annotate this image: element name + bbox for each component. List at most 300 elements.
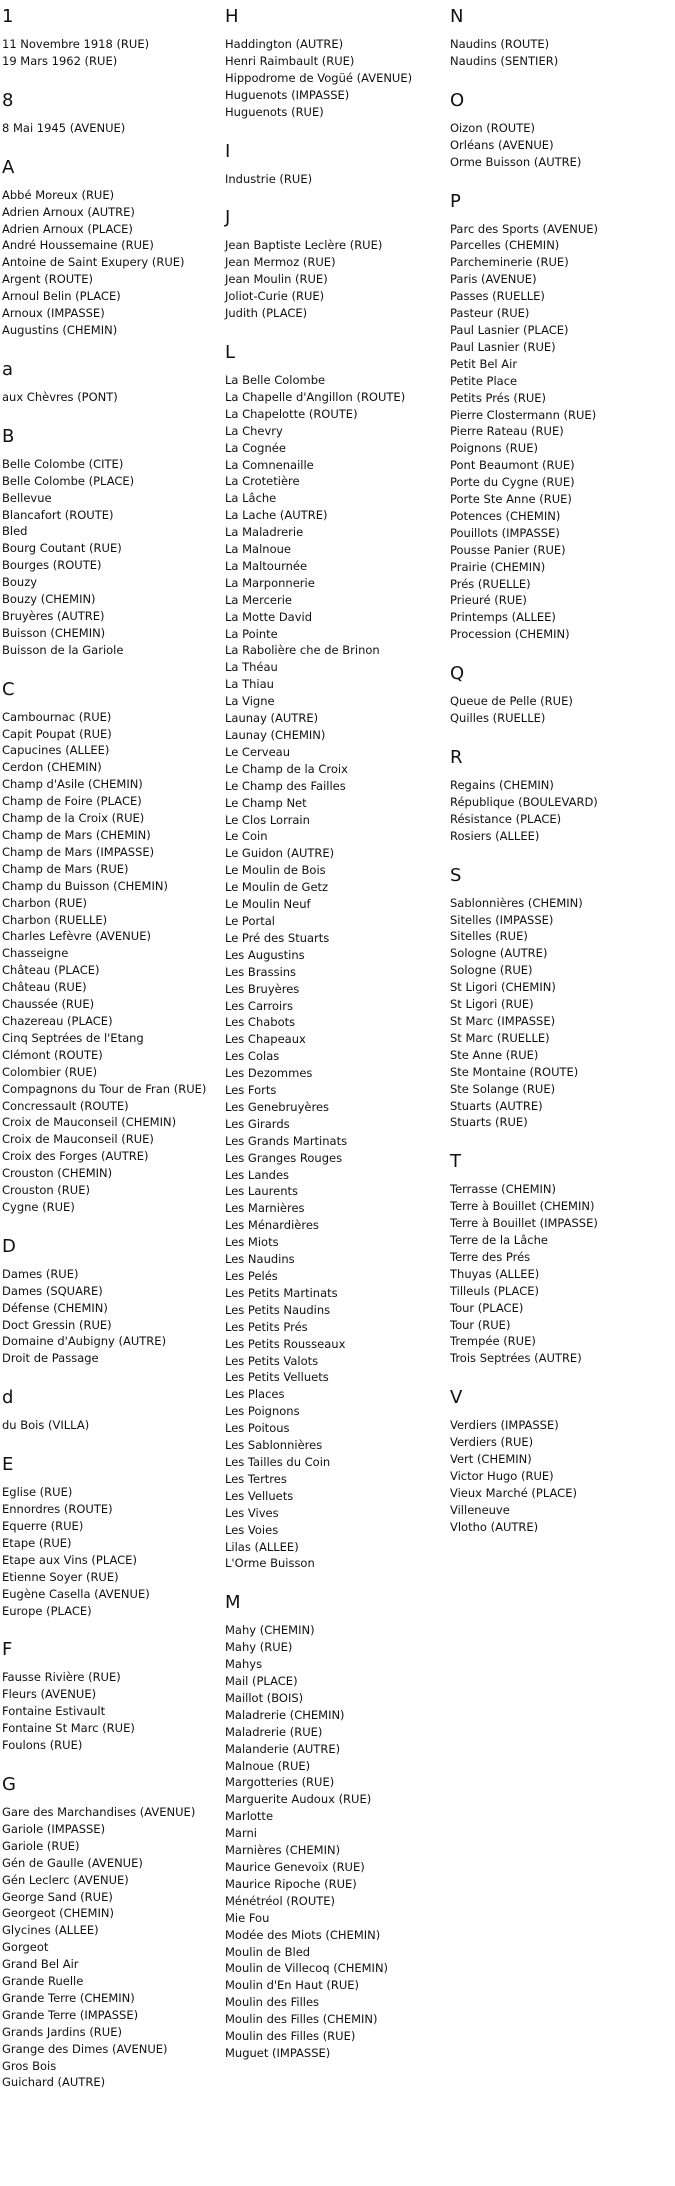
street-list [450, 895, 670, 1132]
street-entry: Champ de Mars (CHEMIN) [2, 828, 151, 842]
letter-section [2, 1387, 222, 1434]
street-entry: Cambournac (RUE) [2, 709, 112, 724]
street-entry: Argent (ROUTE) [2, 272, 93, 287]
street-entry: Les Forts [225, 1083, 277, 1098]
street-entry: La Pointe [225, 626, 278, 641]
street-entry: La Maltournée [225, 558, 308, 573]
street-entry: Le Moulin Neuf [225, 897, 311, 912]
section-letter-heading: 8 [2, 89, 14, 111]
street-entry: Les Poitous [225, 1421, 290, 1436]
street-entry: Bled [2, 524, 28, 539]
street-entry: Procession (CHEMIN) [450, 627, 570, 642]
street-list [2, 1484, 222, 1619]
section-letter-heading: G [2, 1773, 16, 1795]
letter-section [225, 342, 445, 1572]
street-entry: Victor Hugo (RUE) [450, 1469, 554, 1483]
street-list [2, 1417, 222, 1434]
street-entry: Les Naudins [225, 1252, 295, 1267]
street-list [2, 456, 222, 659]
street-entry: Petit Bel Air [450, 356, 518, 371]
street-entry: Huguenots (IMPASSE) [225, 87, 350, 102]
street-entry: Grange des Dimes (AVENUE) [2, 2041, 168, 2056]
street-list [2, 187, 222, 339]
letter-section [225, 141, 445, 188]
street-list [450, 36, 670, 70]
street-entry: Les Grands Martinats [225, 1133, 348, 1148]
street-entry: Bouzy [2, 575, 38, 590]
street-entry: Gariole (RUE) [2, 1838, 80, 1853]
letter-section [2, 157, 222, 339]
street-entry: Marni [225, 1826, 257, 1841]
section-letter-heading: I [225, 140, 231, 162]
letter-section [450, 663, 670, 727]
street-entry: Concressault (ROUTE) [2, 1098, 129, 1113]
street-entry: Arnoux (IMPASSE) [2, 306, 105, 321]
street-entry: Chaussée (RUE) [2, 997, 95, 1012]
letter-section [2, 1236, 222, 1367]
street-entry: Fontaine Estivault [2, 1704, 106, 1719]
street-entry: Huguenots (RUE) [225, 104, 324, 119]
street-entry: Georgeot (CHEMIN) [2, 1906, 114, 1921]
letter-section [225, 207, 445, 322]
street-entry: Charbon (RUELLE) [2, 912, 108, 927]
street-entry: Vlotho (AUTRE) [450, 1519, 539, 1534]
section-letter-heading: L [225, 341, 236, 363]
street-entry: Mail (PLACE) [225, 1674, 298, 1689]
street-entry: Potences (CHEMIN) [450, 508, 561, 523]
street-entry: Croix de Mauconseil (RUE) [2, 1132, 154, 1147]
letter-section [2, 426, 222, 659]
street-entry: Les Carroirs [225, 998, 293, 1013]
street-entry: Les Brassins [225, 964, 297, 979]
street-entry: Thuyas (ALLEE) [450, 1266, 540, 1281]
street-entry: Champ d'Asile (CHEMIN) [2, 777, 143, 792]
street-entry: Marnières (CHEMIN) [225, 1843, 341, 1858]
street-list [450, 120, 670, 171]
street-entry: Moulin de Bled [225, 1944, 311, 1959]
street-entry: Malnoue (RUE) [225, 1758, 311, 1773]
street-entry: Bruyères (AUTRE) [2, 608, 105, 623]
street-entry: Tilleuls (PLACE) [450, 1283, 540, 1298]
street-entry: Malanderie (AUTRE) [225, 1741, 341, 1756]
street-entry: La Malnoue [225, 542, 291, 557]
street-entry: Maurice Ripoche (RUE) [225, 1876, 357, 1891]
street-entry: St Marc (IMPASSE) [450, 1013, 556, 1028]
street-entry: Champ de Mars (IMPASSE) [2, 844, 155, 859]
street-entry: Belle Colombe (PLACE) [2, 473, 135, 488]
street-entry: La Belle Colombe [225, 372, 326, 387]
street-entry: Trempée (RUE) [450, 1334, 536, 1349]
street-entry: Les Laurents [225, 1184, 299, 1199]
street-entry: Les Girards [225, 1116, 290, 1131]
street-entry: Ste Solange (RUE) [450, 1081, 556, 1096]
street-entry: St Ligori (CHEMIN) [450, 980, 556, 995]
street-entry: La Chapelle d'Angillon (ROUTE) [225, 389, 406, 404]
street-entry: Haddington (AUTRE) [225, 37, 344, 51]
street-entry: Droit de Passage [2, 1351, 99, 1366]
street-list [2, 389, 222, 406]
street-entry: Le Pré des Stuarts [225, 930, 330, 945]
street-entry: Ménétréol (ROUTE) [225, 1893, 336, 1908]
street-entry: Les Voies [225, 1522, 279, 1537]
street-entry: Etienne Soyer (RUE) [2, 1569, 119, 1584]
street-list [225, 372, 445, 1572]
index-column-1 [2, 6, 222, 2111]
street-entry: Launay (CHEMIN) [225, 728, 326, 742]
street-entry: Maillot (BOIS) [225, 1690, 304, 1705]
street-entry: Orme Buisson (AUTRE) [450, 154, 582, 169]
street-entry: 19 Mars 1962 (RUE) [2, 53, 118, 68]
street-entry: Les Granges Rouges [225, 1150, 343, 1165]
street-entry: Le Moulin de Bois [225, 863, 326, 878]
street-entry: Belle Colombe (CITE) [2, 456, 124, 471]
street-entry: Charbon (RUE) [2, 895, 88, 910]
section-letter-heading: 1 [2, 6, 14, 27]
letter-section [2, 1639, 222, 1754]
street-entry: Antoine de Saint Exupery (RUE) [2, 255, 185, 270]
street-entry: Prieuré (RUE) [450, 593, 527, 608]
section-letter-heading: V [450, 1387, 463, 1409]
section-letter-heading: M [225, 1592, 241, 1614]
street-entry: Croix des Forges (AUTRE) [2, 1149, 149, 1164]
street-entry: Vert (CHEMIN) [450, 1452, 532, 1467]
letter-section [2, 90, 222, 137]
street-entry: Buisson de la Gariole [2, 642, 124, 657]
street-entry: Compagnons du Tour de Fran (RUE) [2, 1081, 207, 1096]
street-list [225, 36, 445, 121]
street-entry: Foulons (RUE) [2, 1738, 83, 1753]
street-entry: Crouston (CHEMIN) [2, 1166, 113, 1181]
street-entry: Naudins (SENTIER) [450, 53, 559, 68]
street-entry: Jean Mermoz (RUE) [225, 255, 336, 270]
street-entry: 8 Mai 1945 (AVENUE) [2, 120, 126, 135]
street-entry: Marguerite Audoux (RUE) [225, 1792, 372, 1807]
street-entry: Sablonnières (CHEMIN) [450, 895, 583, 910]
section-letter-heading: a [2, 358, 14, 380]
street-entry: La Cognée [225, 440, 286, 455]
street-entry: Guichard (AUTRE) [2, 2075, 106, 2090]
street-entry: Prairie (CHEMIN) [450, 559, 546, 574]
street-entry: Rosiers (ALLEE) [450, 828, 540, 843]
street-entry: Paul Lasnier (PLACE) [450, 322, 569, 337]
street-entry: Lilas (ALLEE) [225, 1539, 299, 1554]
section-letter-heading: D [2, 1235, 16, 1257]
street-entry: Sologne (RUE) [450, 963, 533, 978]
street-entry: Les Landes [225, 1167, 290, 1182]
street-entry: Launay (AUTRE) [225, 711, 319, 726]
street-entry: Dames (SQUARE) [2, 1283, 103, 1298]
street-entry: Gare des Marchandises (AVENUE) [2, 1804, 196, 1819]
street-entry: Pousse Panier (RUE) [450, 542, 566, 557]
street-entry: Parc des Sports (AVENUE) [450, 221, 598, 236]
street-entry: Muguet (IMPASSE) [225, 2045, 331, 2060]
street-list [2, 1669, 222, 1754]
street-entry: Jean Moulin (RUE) [225, 272, 328, 287]
street-entry: Parcelles (CHEMIN) [450, 238, 560, 253]
street-entry: Paul Lasnier (RUE) [450, 339, 556, 354]
street-entry: Les Chabots [225, 1015, 296, 1030]
letter-section [225, 6, 445, 121]
street-entry: Jean Baptiste Leclère (RUE) [225, 238, 383, 253]
street-entry: Les Dezommes [225, 1066, 313, 1081]
street-entry: Les Petits Naudins [225, 1302, 331, 1317]
street-entry: Mahy (RUE) [225, 1640, 293, 1655]
section-letter-heading: d [2, 1387, 14, 1409]
letter-section [450, 6, 670, 70]
street-entry: Bouzy (CHEMIN) [2, 592, 96, 607]
street-entry: Champ du Buisson (CHEMIN) [2, 878, 168, 893]
street-entry: André Houssemaine (RUE) [2, 238, 154, 253]
street-entry: Charles Lefèvre (AVENUE) [2, 929, 151, 944]
letter-section [2, 1454, 222, 1619]
letter-section [2, 359, 222, 406]
street-entry: Les Genebruyères [225, 1099, 330, 1114]
street-entry: Blancafort (ROUTE) [2, 507, 114, 522]
street-entry: aux Chèvres (PONT) [2, 389, 118, 404]
street-entry: Villeneuve [450, 1502, 510, 1517]
street-entry: Porte Ste Anne (RUE) [450, 492, 572, 507]
street-entry: Petits Prés (RUE) [450, 390, 547, 405]
street-list [450, 1417, 670, 1535]
street-entry: Paris (AVENUE) [450, 272, 537, 287]
street-entry: Ennordres (ROUTE) [2, 1502, 113, 1517]
street-entry: du Bois (VILLA) [2, 1418, 90, 1433]
street-entry: Eglise (RUE) [2, 1485, 73, 1500]
street-entry: Défense (CHEMIN) [2, 1300, 108, 1315]
street-entry: Verdiers (RUE) [450, 1435, 534, 1450]
street-entry: Les Petits Prés [225, 1319, 308, 1334]
street-entry: Mie Fou [225, 1910, 270, 1925]
street-entry: Sitelles (RUE) [450, 929, 528, 944]
street-entry: Porte du Cygne (RUE) [450, 475, 575, 490]
street-entry: Pasteur (RUE) [450, 306, 530, 321]
street-entry: La Chapelotte (ROUTE) [225, 406, 358, 421]
street-entry: Mahys [225, 1657, 263, 1672]
street-entry: Colombier (RUE) [2, 1064, 98, 1079]
street-entry: Modée des Miots (CHEMIN) [225, 1927, 381, 1942]
street-entry: 11 Novembre 1918 (RUE) [2, 37, 150, 51]
street-entry: Cerdon (CHEMIN) [2, 760, 102, 775]
street-entry: Industrie (RUE) [225, 171, 313, 186]
street-entry: La Lache (AUTRE) [225, 508, 328, 523]
street-entry: Bourges (ROUTE) [2, 558, 102, 573]
street-entry: Fontaine St Marc (RUE) [2, 1721, 135, 1736]
street-entry: La Marponnerie [225, 575, 315, 590]
street-entry: Gariole (IMPASSE) [2, 1821, 106, 1836]
street-entry: Naudins (ROUTE) [450, 37, 550, 51]
street-entry: Gorgeot [2, 1940, 49, 1955]
street-entry: Les Ménardières [225, 1218, 319, 1233]
street-entry: Les Places [225, 1387, 285, 1402]
street-entry: Croix de Mauconseil (CHEMIN) [2, 1115, 177, 1130]
street-entry: La Chevry [225, 423, 283, 438]
street-entry: Le Guidon (AUTRE) [225, 846, 335, 861]
section-letter-heading: B [2, 425, 15, 447]
street-entry: Grande Terre (CHEMIN) [2, 1990, 135, 2005]
street-entry: Le Coin [225, 829, 268, 844]
street-entry: Gros Bois [2, 2058, 57, 2073]
street-entry: Tour (RUE) [450, 1317, 511, 1332]
street-entry: Poignons (RUE) [450, 441, 538, 456]
street-entry: Maladrerie (CHEMIN) [225, 1707, 345, 1722]
street-entry: Etape aux Vins (PLACE) [2, 1552, 137, 1567]
street-entry: Les Tailles du Coin [225, 1454, 331, 1469]
street-entry: La Lâche [225, 491, 277, 506]
street-entry: Maladrerie (RUE) [225, 1724, 323, 1739]
street-list [2, 36, 222, 70]
street-entry: Vieux Marché (PLACE) [450, 1485, 577, 1500]
street-entry: Printemps (ALLEE) [450, 610, 556, 625]
street-entry: La Rabolière che de Brinon [225, 643, 380, 658]
street-entry: Les Tertres [225, 1471, 287, 1486]
street-entry: Petite Place [450, 373, 518, 388]
street-entry: Europe (PLACE) [2, 1603, 92, 1618]
street-entry: Gén de Gaulle (AVENUE) [2, 1855, 143, 1870]
street-entry: Moulin d'En Haut (RUE) [225, 1978, 360, 1993]
street-entry: Clémont (ROUTE) [2, 1047, 103, 1062]
street-entry: Terre de la Lâche [450, 1233, 548, 1248]
street-entry: Grand Bel Air [2, 1957, 79, 1972]
street-list [2, 709, 222, 1216]
letter-section [225, 1592, 445, 2062]
street-entry: Stuarts (AUTRE) [450, 1098, 543, 1113]
section-letter-heading: O [450, 89, 465, 111]
street-entry: Parcheminerie (RUE) [450, 255, 569, 270]
street-entry: Sitelles (IMPASSE) [450, 912, 554, 927]
street-entry: Joliot-Curie (RUE) [225, 289, 325, 304]
street-entry: Les Vives [225, 1505, 279, 1520]
street-entry: Pierre Rateau (RUE) [450, 424, 564, 439]
letter-section [450, 90, 670, 171]
street-entry: Ste Montaine (ROUTE) [450, 1064, 579, 1079]
street-entry: Passes (RUELLE) [450, 289, 545, 304]
street-entry: Bourg Coutant (RUE) [2, 541, 122, 556]
street-entry: La Maladrerie [225, 525, 304, 540]
section-letter-heading: F [2, 1639, 13, 1661]
street-entry: Equerre (RUE) [2, 1519, 84, 1533]
street-entry: La Vigne [225, 694, 275, 709]
letter-section [2, 6, 222, 70]
street-entry: Dames (RUE) [2, 1266, 79, 1281]
street-entry: Champ de Foire (PLACE) [2, 794, 142, 809]
street-entry: St Marc (RUELLE) [450, 1030, 550, 1045]
street-entry: Sologne (AUTRE) [450, 946, 548, 961]
street-entry: Moulin des Filles [225, 1995, 320, 2010]
street-entry: Margotteries (RUE) [225, 1775, 335, 1790]
street-entry: Stuarts (RUE) [450, 1115, 528, 1130]
letter-section [450, 1387, 670, 1535]
letter-section [2, 679, 222, 1216]
street-entry: Tour (PLACE) [450, 1300, 524, 1315]
street-entry: Fleurs (AVENUE) [2, 1687, 97, 1702]
letter-section [450, 191, 670, 644]
street-entry: Grande Ruelle [2, 1974, 84, 1989]
street-entry: Glycines (ALLEE) [2, 1923, 99, 1938]
street-entry: Les Pelés [225, 1269, 278, 1283]
street-entry: Les Bruyères [225, 981, 300, 996]
street-entry: Terre des Prés [450, 1249, 531, 1264]
street-entry: Arnoul Belin (PLACE) [2, 289, 121, 304]
street-entry: La Théau [225, 660, 278, 675]
street-entry: Le Champ des Failles [225, 778, 346, 793]
street-entry: Fausse Rivière (RUE) [2, 1670, 121, 1685]
street-list [225, 171, 445, 188]
street-list [450, 777, 670, 845]
street-entry: La Comnenaille [225, 457, 314, 472]
street-entry: Les Colas [225, 1049, 280, 1064]
street-entry: Résistance (PLACE) [450, 811, 562, 826]
street-entry: La Mercerie [225, 592, 292, 607]
street-entry: Buisson (CHEMIN) [2, 625, 106, 640]
street-entry: Champ de la Croix (RUE) [2, 811, 145, 826]
street-entry: Capit Poupat (RUE) [2, 726, 112, 741]
street-list [2, 1804, 222, 2091]
street-entry: L'Orme Buisson [225, 1556, 315, 1571]
street-entry: Le Portal [225, 913, 275, 928]
street-entry: Chasseigne [2, 946, 69, 961]
street-entry: Adrien Arnoux (PLACE) [2, 221, 133, 236]
letter-section [450, 1151, 670, 1367]
street-entry: La Crotetière [225, 474, 300, 489]
street-entry: Les Poignons [225, 1404, 300, 1419]
street-entry: Le Clos Lorrain [225, 812, 310, 827]
street-entry: Terre à Bouillet (IMPASSE) [450, 1216, 598, 1231]
street-entry: Les Sablonnières [225, 1438, 323, 1453]
street-entry: La Thiau [225, 677, 274, 692]
street-entry: Château (RUE) [2, 980, 87, 995]
street-entry: Les Petits Martinats [225, 1285, 338, 1300]
street-list [225, 1622, 445, 2062]
street-entry: Bellevue [2, 490, 52, 505]
section-letter-heading: Q [450, 663, 465, 685]
street-entry: Le Cerveau [225, 744, 290, 759]
street-entry: Augustins (CHEMIN) [2, 322, 118, 337]
section-letter-heading: C [2, 678, 15, 700]
street-entry: Moulin de Villecoq (CHEMIN) [225, 1961, 389, 1976]
street-entry: Les Miots [225, 1235, 279, 1250]
street-entry: Gén Leclerc (AVENUE) [2, 1872, 129, 1887]
street-entry: Domaine d'Aubigny (AUTRE) [2, 1334, 167, 1349]
section-letter-heading: E [2, 1454, 14, 1476]
street-entry: Hippodrome de Vogüé (AVENUE) [225, 70, 413, 85]
street-entry: Capucines (ALLEE) [2, 743, 110, 758]
street-entry: Le Champ Net [225, 795, 307, 810]
street-entry: Verdiers (IMPASSE) [450, 1418, 559, 1433]
letter-section [450, 747, 670, 845]
street-entry: Prés (RUELLE) [450, 576, 531, 591]
letter-section [450, 865, 670, 1132]
street-entry: Eugène Casella (AVENUE) [2, 1586, 150, 1601]
street-entry: Oizon (ROUTE) [450, 120, 535, 135]
street-entry: Pont Beaumont (RUE) [450, 458, 575, 473]
street-entry: Le Champ de la Croix [225, 761, 348, 776]
letter-section [2, 1774, 222, 2091]
street-entry: Marlotte [225, 1809, 274, 1824]
street-list [2, 120, 222, 137]
street-list [225, 237, 445, 322]
street-entry: Les Petits Velluets [225, 1370, 329, 1385]
street-entry: Grande Terre (IMPASSE) [2, 2007, 139, 2022]
street-entry: Champ de Mars (RUE) [2, 861, 129, 876]
street-entry: Adrien Arnoux (AUTRE) [2, 204, 135, 219]
section-letter-heading: N [450, 6, 464, 27]
street-entry: Terre à Bouillet (CHEMIN) [450, 1199, 595, 1214]
street-list [2, 1266, 222, 1367]
section-letter-heading: A [2, 156, 15, 178]
street-entry: République (BOULEVARD) [450, 794, 598, 809]
street-entry: Grands Jardins (RUE) [2, 2024, 122, 2039]
street-entry: Pierre Clostermann (RUE) [450, 407, 597, 422]
